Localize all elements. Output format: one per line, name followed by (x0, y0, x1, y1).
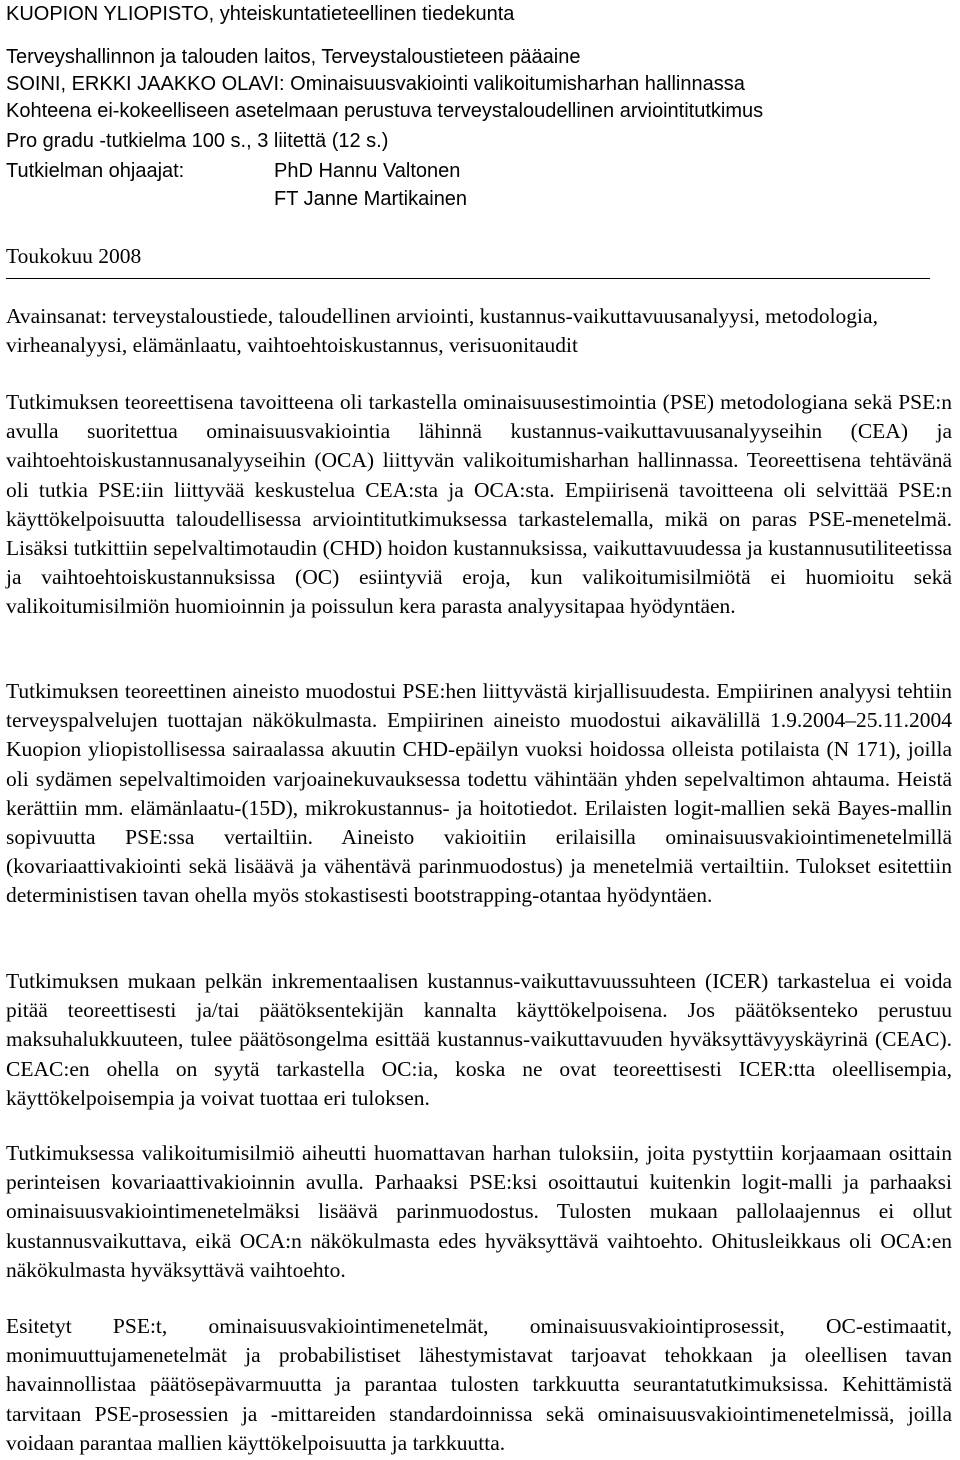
date-line: Toukokuu 2008 (6, 244, 142, 268)
horizontal-divider (6, 278, 930, 279)
abstract-paragraph-4: Tutkimuksessa valikoitumisilmiö aiheutti huomattavan harhan tuloksiin, joita pystyttiin korjaamaan osittain perinteisen kovariaattivakioinnin avulla. Parhaaksi PSE:ksi osoittautui kuitenkin logit-malli ja parhaaksi ominaisuusvakiointimenetelmäksi lisäävä parinmuodostus. Tulosten mukaan pallolaajennus ei ollut kustannusvaikuttava, eikä OCA:n näkökulmasta edes hyväksyttävä vaihtoehto. Ohitusleikkaus oli OCA:en näkökulmasta hyväksyttävä vaihtoehto. (6, 1141, 952, 1282)
author-title-line: SOINI, ERKKI JAAKKO OLAVI: Ominaisuusvakiointi valikoitumisharhan hallinnassa (6, 73, 745, 95)
university-line: KUOPION YLIOPISTO, yhteiskuntatieteellinen tiedekunta (6, 3, 515, 25)
abstract-paragraph-5: Esitetyt PSE:t, ominaisuusvakiointimenetelmät, ominaisuusvakiointiprosessit, OC-estimaatit, monimuuttujamenetelmät ja probabilistiset lähestymistavat tarjoavat tehokkaan ja oleellisen tavan havainnollistaa päätösepävarmuutta ja parantaa tulosten tarkkuutta seurantatutkimuksissa. Kehittämistä tarvitaan PSE-prosessien ja -mittareiden standardoinnissa sekä ominaisuusvakiointimenetelmissä, joilla voidaan parantaa mallien käyttökelpoisuutta ja tarkkuutta. (6, 1314, 952, 1455)
subtitle-line: Kohteena ei-kokeelliseen asetelmaan perustuva terveystaloudellinen arviointitutkimus (6, 100, 764, 122)
supervisor-1: PhD Hannu Valtonen (274, 160, 461, 182)
abstract-paragraph-2: Tutkimuksen teoreettinen aineisto muodostui PSE:hen liittyvästä kirjallisuudesta. Empiirinen analyysi tehtiin terveyspalvelujen tuottajan näkökulmasta. Empiirinen aineisto muodostui aikavälillä 1.9.2004–25.11.2004 Kuopion yliopistollisessa sairaalassa akuutin CHD-epäilyn vuoksi hoidossa olleista potilaista (N 171), joilla oli sydämen sepelvaltimoiden varjoainekuvauksessa todettu vähintään yhden sepelvaltimon ahtauma. Heistä kerättiin mm. elämänlaatu-(15D), mikrokustannus- ja hoitotiedot. Erilaisten logit-mallien sekä Bayes-mallin sopivuutta PSE:ssa vertailtiin. Aineisto vakioitiin erilaisilla ominaisuusvakiointimenetelmillä (kovariaattivakiointi sekä lisäävä ja vähentävä parinmuodostus) ja menetelmiä vertailtiin. Tulokset esitettiin deterministisen tavan ohella myös stokastisesti bootstrapping-otantaa hyödyntäen. (6, 679, 952, 908)
keywords: Avainsanat: terveystaloustiede, taloudellinen arviointi, kustannus-vaikuttavuusanalyysi, metodologia, virheanalyysi, elämänlaatu, vaihtoehtoiskustannus, verisuonitaudit (6, 304, 878, 357)
abstract-paragraph-3: Tutkimuksen mukaan pelkän inkrementaalisen kustannus-vaikuttavuussuhteen (ICER) tarkastelua ei voida pitää teoreettisesti ja/tai päätöksentekijän kannalta käyttökelpoisena. Jos päätöksenteko perustuu maksuhalukkuuteen, tulee päätösongelma esittää kustannus-vaikuttavuuden hyväksyttävyyskäyrinä (CEAC). CEAC:en ohella on syytä tarkastella OC:ia, koska ne ovat teoreettisesti ICER:tta oleellisempia, käyttökelpoisempia ja voivat tuottaa eri tuloksen. (6, 969, 952, 1110)
thesis-info-line: Pro gradu -tutkielma 100 s., 3 liitettä (12 s.) (6, 130, 389, 152)
supervisors-row (6, 157, 461, 185)
abstract-paragraph-1: Tutkimuksen teoreettisena tavoitteena oli tarkastella ominaisuusestimointia (PSE) metodologiana sekä PSE:n avulla suoritettua ominaisuusvakiointia lähinnä kustannus-vaikuttavuusanalyyseihin (CEA) ja vaihtoehtoiskustannusanalyyseihin (OCA) liittyvän valikoitumisharhan hallinnassa. Teoreettisena tehtävänä oli tutkia PSE:iin liittyvää keskustelua CEA:sta ja OCA:sta. Empiirisenä tavoitteena oli selvittää PSE:n käyttökelpoisuutta taloudellisessa arviointitutkimuksessa tarkastelemalla, mikä on paras PSE-menetelmä. Lisäksi tutkittiin sepelvaltimotaudin (CHD) hoidon kustannuksissa, vaikuttavuudessa ja kustannusutiliteetissa ja vaihtoehtoiskustannuksissa (OC) esiintyviä eroja, kun valikoitumisilmiötä ei huomioitu sekä valikoitumisilmiön huomioinnin ja poissulun kera parasta analyysitapaa hyödyntäen. (6, 390, 952, 619)
supervisor-2: FT Janne Martikainen (274, 188, 468, 210)
department-line: Terveyshallinnon ja talouden laitos, Terveystaloustieteen pääaine (6, 46, 581, 68)
supervisors-label: Tutkielman ohjaajat: (6, 160, 185, 182)
